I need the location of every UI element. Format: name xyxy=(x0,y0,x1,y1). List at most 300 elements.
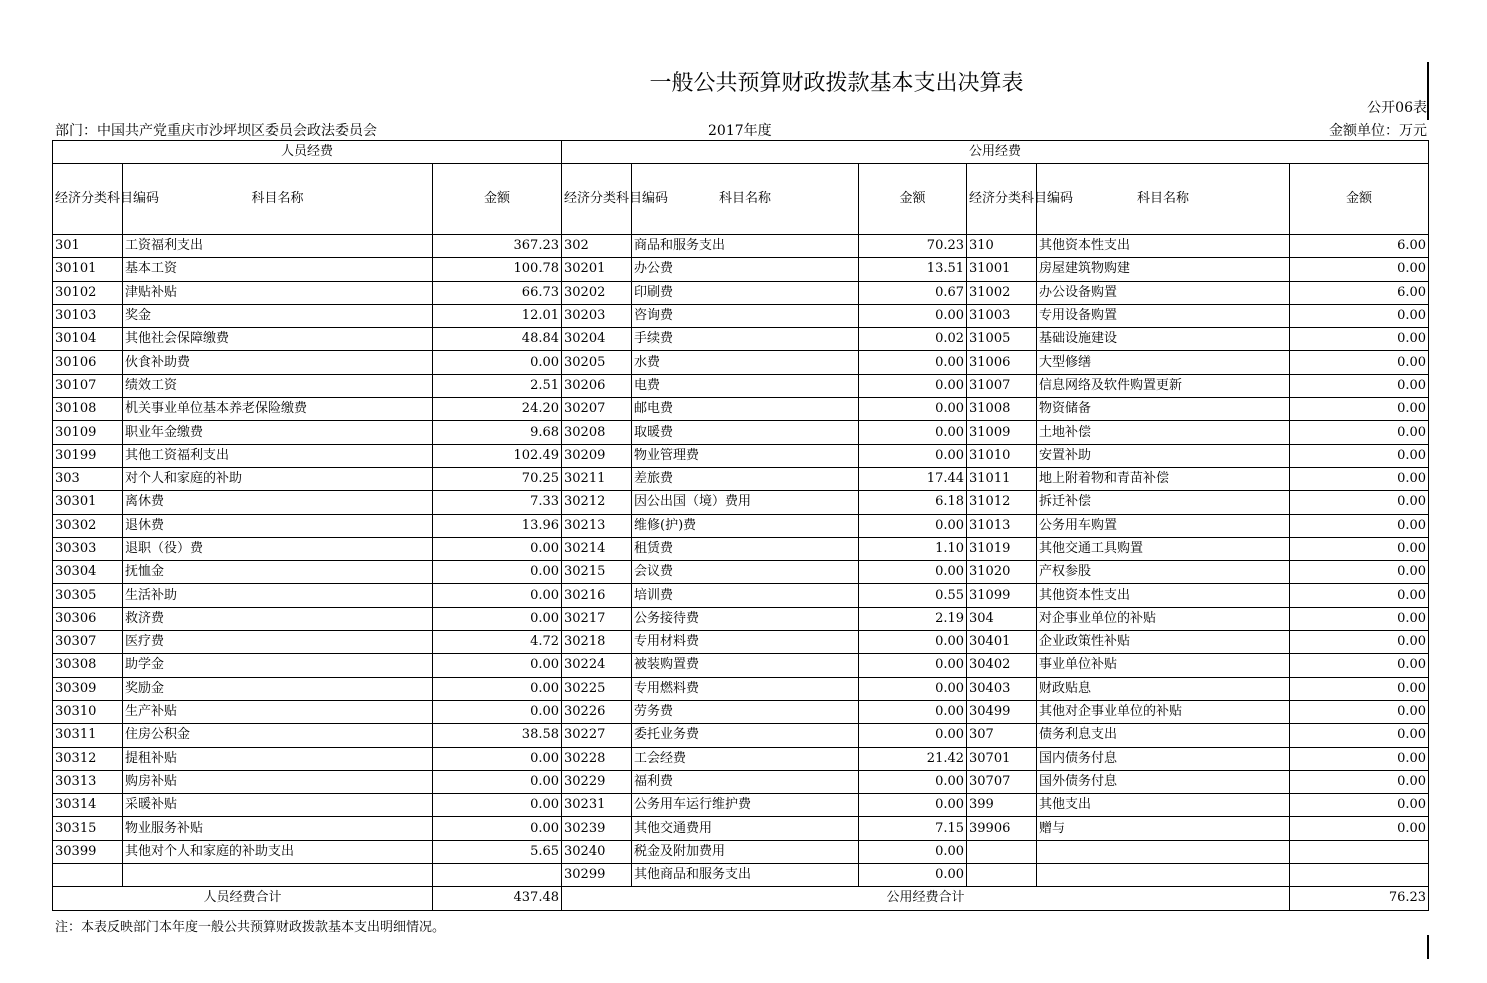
amount-cell: 0.67 xyxy=(859,281,967,304)
code-cell: 310 xyxy=(967,235,1037,258)
code-cell: 30306 xyxy=(53,607,123,630)
amount-cell: 0.00 xyxy=(1290,631,1429,654)
name-cell: 其他支出 xyxy=(1037,794,1290,817)
code-cell: 30228 xyxy=(562,747,632,770)
amount-cell: 0.00 xyxy=(433,351,562,374)
code-cell: 30107 xyxy=(53,374,123,397)
name-cell: 奖金 xyxy=(123,304,433,327)
amount-cell: 70.25 xyxy=(433,467,562,490)
name-cell xyxy=(123,864,433,887)
name-cell: 大型修缮 xyxy=(1037,351,1290,374)
name-cell: 其他社会保障缴费 xyxy=(123,328,433,351)
amount-cell: 6.00 xyxy=(1290,281,1429,304)
code-cell: 30399 xyxy=(53,840,123,863)
code-cell: 30227 xyxy=(562,724,632,747)
name-cell: 办公设备购置 xyxy=(1037,281,1290,304)
code-cell: 30403 xyxy=(967,677,1037,700)
name-cell: 退休费 xyxy=(123,514,433,537)
code-cell: 30215 xyxy=(562,561,632,584)
amount-cell: 0.00 xyxy=(433,677,562,700)
amount-cell: 102.49 xyxy=(433,444,562,467)
name-cell: 职业年金缴费 xyxy=(123,421,433,444)
header-code: 经济分类科目编码 xyxy=(53,164,123,235)
amount-cell: 21.42 xyxy=(859,747,967,770)
name-cell: 奖励金 xyxy=(123,677,433,700)
name-cell: 租赁费 xyxy=(632,537,859,560)
code-cell xyxy=(967,840,1037,863)
amount-cell: 6.18 xyxy=(859,491,967,514)
amount-cell: 17.44 xyxy=(859,467,967,490)
name-cell: 专用设备购置 xyxy=(1037,304,1290,327)
amount-cell: 0.00 xyxy=(433,584,562,607)
amount-cell: 4.72 xyxy=(433,631,562,654)
amount-cell: 0.00 xyxy=(1290,724,1429,747)
table-row xyxy=(53,328,1429,351)
code-cell: 31007 xyxy=(967,374,1037,397)
name-cell: 信息网络及软件购置更新 xyxy=(1037,374,1290,397)
name-cell: 物业管理费 xyxy=(632,444,859,467)
group-header-row xyxy=(53,141,1429,164)
table-row xyxy=(53,840,1429,863)
code-cell: 31099 xyxy=(967,584,1037,607)
code-cell: 31008 xyxy=(967,398,1037,421)
code-cell: 30218 xyxy=(562,631,632,654)
table-row xyxy=(53,398,1429,421)
code-cell: 303 xyxy=(53,467,123,490)
code-cell: 30231 xyxy=(562,794,632,817)
amount-cell: 66.73 xyxy=(433,281,562,304)
amount-cell: 0.00 xyxy=(1290,770,1429,793)
code-cell: 30205 xyxy=(562,351,632,374)
name-cell: 电费 xyxy=(632,374,859,397)
table-row xyxy=(53,467,1429,490)
code-cell: 31010 xyxy=(967,444,1037,467)
name-cell: 房屋建筑物购建 xyxy=(1037,258,1290,281)
name-cell: 购房补贴 xyxy=(123,770,433,793)
amount-cell xyxy=(1290,864,1429,887)
code-cell: 30104 xyxy=(53,328,123,351)
amount-cell: 0.00 xyxy=(1290,607,1429,630)
amount-cell: 0.00 xyxy=(1290,537,1429,560)
table-row xyxy=(53,561,1429,584)
name-cell: 其他交通工具购置 xyxy=(1037,537,1290,560)
code-cell: 31009 xyxy=(967,421,1037,444)
code-cell: 31020 xyxy=(967,561,1037,584)
name-cell: 拆迁补偿 xyxy=(1037,491,1290,514)
code-cell: 30302 xyxy=(53,514,123,537)
amount-cell: 0.00 xyxy=(859,654,967,677)
name-cell: 公务用车运行维护费 xyxy=(632,794,859,817)
amount-cell: 0.00 xyxy=(1290,700,1429,723)
code-cell: 30310 xyxy=(53,700,123,723)
code-cell: 30201 xyxy=(562,258,632,281)
amount-cell: 7.15 xyxy=(859,817,967,840)
amount-cell: 0.00 xyxy=(1290,654,1429,677)
code-cell: 31019 xyxy=(967,537,1037,560)
column-header-row xyxy=(53,164,1429,235)
code-cell: 31005 xyxy=(967,328,1037,351)
amount-cell: 0.00 xyxy=(859,794,967,817)
amount-cell: 7.33 xyxy=(433,491,562,514)
name-cell: 伙食补助费 xyxy=(123,351,433,374)
name-cell: 会议费 xyxy=(632,561,859,584)
code-cell: 30707 xyxy=(967,770,1037,793)
personnel-total-label: 人员经费合计 xyxy=(53,887,433,910)
page-title: 一般公共预算财政拨款基本支出决算表 xyxy=(649,71,1024,96)
code-cell: 30307 xyxy=(53,631,123,654)
amount-cell: 0.00 xyxy=(1290,374,1429,397)
code-cell: 30303 xyxy=(53,537,123,560)
name-cell: 邮电费 xyxy=(632,398,859,421)
code-cell: 30199 xyxy=(53,444,123,467)
amount-cell: 0.00 xyxy=(859,514,967,537)
code-cell: 30102 xyxy=(53,281,123,304)
name-cell: 办公费 xyxy=(632,258,859,281)
name-cell: 税金及附加费用 xyxy=(632,840,859,863)
amount-cell: 0.55 xyxy=(859,584,967,607)
code-cell: 31003 xyxy=(967,304,1037,327)
form-number: 公开06表 xyxy=(1367,100,1427,116)
amount-cell: 0.00 xyxy=(433,561,562,584)
name-cell: 住房公积金 xyxy=(123,724,433,747)
amount-cell: 0.00 xyxy=(859,864,967,887)
group-public: 公用经费 xyxy=(562,141,1429,164)
name-cell: 对企事业单位的补贴 xyxy=(1037,607,1290,630)
code-cell: 30217 xyxy=(562,607,632,630)
code-cell: 30207 xyxy=(562,398,632,421)
name-cell: 因公出国（境）费用 xyxy=(632,491,859,514)
code-cell: 30202 xyxy=(562,281,632,304)
name-cell: 物资储备 xyxy=(1037,398,1290,421)
amount-cell: 5.65 xyxy=(433,840,562,863)
table-row xyxy=(53,724,1429,747)
code-cell: 30101 xyxy=(53,258,123,281)
table-row xyxy=(53,304,1429,327)
amount-cell: 0.00 xyxy=(859,374,967,397)
name-cell: 基础设施建设 xyxy=(1037,328,1290,351)
public-total-value: 76.23 xyxy=(1290,887,1429,910)
amount-cell: 0.00 xyxy=(859,444,967,467)
name-cell: 其他工资福利支出 xyxy=(123,444,433,467)
edge-bar-top xyxy=(1427,62,1429,120)
code-cell: 39906 xyxy=(967,817,1037,840)
amount-cell: 0.00 xyxy=(433,770,562,793)
code-cell: 30216 xyxy=(562,584,632,607)
amount-cell: 0.00 xyxy=(433,700,562,723)
amount-cell: 2.19 xyxy=(859,607,967,630)
name-cell: 劳务费 xyxy=(632,700,859,723)
amount-cell: 0.00 xyxy=(859,840,967,863)
amount-cell: 0.00 xyxy=(859,770,967,793)
header-name: 科目名称 xyxy=(1037,164,1290,235)
code-cell: 302 xyxy=(562,235,632,258)
code-cell xyxy=(967,864,1037,887)
amount-cell: 24.20 xyxy=(433,398,562,421)
code-cell: 301 xyxy=(53,235,123,258)
amount-cell: 0.00 xyxy=(859,351,967,374)
table-row xyxy=(53,421,1429,444)
totals-row xyxy=(53,887,1429,910)
name-cell: 专用材料费 xyxy=(632,631,859,654)
header-amount: 金额 xyxy=(859,164,967,235)
amount-cell: 0.02 xyxy=(859,328,967,351)
group-personnel: 人员经费 xyxy=(53,141,562,164)
amount-cell: 0.00 xyxy=(433,794,562,817)
name-cell: 水费 xyxy=(632,351,859,374)
code-cell: 30214 xyxy=(562,537,632,560)
table-row xyxy=(53,444,1429,467)
amount-cell: 0.00 xyxy=(1290,514,1429,537)
table-row xyxy=(53,794,1429,817)
amount-cell: 70.23 xyxy=(859,235,967,258)
amount-cell: 48.84 xyxy=(433,328,562,351)
code-cell: 30204 xyxy=(562,328,632,351)
header-code: 经济分类科目编码 xyxy=(967,164,1037,235)
code-cell: 30313 xyxy=(53,770,123,793)
name-cell: 委托业务费 xyxy=(632,724,859,747)
amount-cell: 2.51 xyxy=(433,374,562,397)
code-cell: 30309 xyxy=(53,677,123,700)
code-cell xyxy=(53,864,123,887)
unit-label: 金额单位：万元 xyxy=(1329,123,1427,139)
name-cell: 国外债务付息 xyxy=(1037,770,1290,793)
table-row xyxy=(53,235,1429,258)
name-cell: 生产补贴 xyxy=(123,700,433,723)
name-cell: 助学金 xyxy=(123,654,433,677)
amount-cell: 13.51 xyxy=(859,258,967,281)
amount-cell: 0.00 xyxy=(1290,817,1429,840)
header-amount: 金额 xyxy=(1290,164,1429,235)
amount-cell xyxy=(433,864,562,887)
name-cell: 商品和服务支出 xyxy=(632,235,859,258)
table-row xyxy=(53,700,1429,723)
name-cell: 债务利息支出 xyxy=(1037,724,1290,747)
name-cell: 机关事业单位基本养老保险缴费 xyxy=(123,398,433,421)
department-label: 部门：中国共产党重庆市沙坪坝区委员会政法委员会 xyxy=(55,123,377,139)
name-cell: 专用燃料费 xyxy=(632,677,859,700)
name-cell: 物业服务补贴 xyxy=(123,817,433,840)
name-cell: 企业政策性补贴 xyxy=(1037,631,1290,654)
amount-cell: 0.00 xyxy=(1290,304,1429,327)
public-total-label: 公用经费合计 xyxy=(562,887,1290,910)
name-cell: 其他交通费用 xyxy=(632,817,859,840)
name-cell: 咨询费 xyxy=(632,304,859,327)
code-cell: 30312 xyxy=(53,747,123,770)
name-cell: 取暖费 xyxy=(632,421,859,444)
code-cell: 30701 xyxy=(967,747,1037,770)
name-cell: 其他资本性支出 xyxy=(1037,235,1290,258)
code-cell: 399 xyxy=(967,794,1037,817)
code-cell: 31013 xyxy=(967,514,1037,537)
code-cell: 30203 xyxy=(562,304,632,327)
amount-cell: 367.23 xyxy=(433,235,562,258)
code-cell: 30239 xyxy=(562,817,632,840)
code-cell: 304 xyxy=(967,607,1037,630)
code-cell: 31012 xyxy=(967,491,1037,514)
name-cell: 离休费 xyxy=(123,491,433,514)
code-cell: 30225 xyxy=(562,677,632,700)
code-cell: 30211 xyxy=(562,467,632,490)
name-cell: 产权参股 xyxy=(1037,561,1290,584)
name-cell: 其他对企事业单位的补贴 xyxy=(1037,700,1290,723)
amount-cell: 0.00 xyxy=(1290,398,1429,421)
header-name: 科目名称 xyxy=(123,164,433,235)
name-cell: 其他商品和服务支出 xyxy=(632,864,859,887)
name-cell: 国内债务付息 xyxy=(1037,747,1290,770)
amount-cell: 0.00 xyxy=(433,607,562,630)
code-cell: 307 xyxy=(967,724,1037,747)
table-row xyxy=(53,654,1429,677)
code-cell: 30206 xyxy=(562,374,632,397)
amount-cell: 0.00 xyxy=(1290,491,1429,514)
personnel-total-value: 437.48 xyxy=(433,887,562,910)
table-row xyxy=(53,491,1429,514)
name-cell xyxy=(1037,840,1290,863)
amount-cell: 0.00 xyxy=(433,654,562,677)
name-cell: 安置补助 xyxy=(1037,444,1290,467)
name-cell: 采暖补贴 xyxy=(123,794,433,817)
code-cell: 30226 xyxy=(562,700,632,723)
code-cell: 30304 xyxy=(53,561,123,584)
amount-cell: 0.00 xyxy=(1290,444,1429,467)
table-row xyxy=(53,281,1429,304)
name-cell: 差旅费 xyxy=(632,467,859,490)
code-cell: 30301 xyxy=(53,491,123,514)
code-cell: 30499 xyxy=(967,700,1037,723)
amount-cell: 9.68 xyxy=(433,421,562,444)
amount-cell: 0.00 xyxy=(1290,747,1429,770)
footnote: 注：本表反映部门本年度一般公共预算财政拨款基本支出明细情况。 xyxy=(55,920,446,935)
table-row xyxy=(53,770,1429,793)
name-cell: 救济费 xyxy=(123,607,433,630)
code-cell: 30229 xyxy=(562,770,632,793)
name-cell: 被装购置费 xyxy=(632,654,859,677)
code-cell: 30305 xyxy=(53,584,123,607)
amount-cell: 0.00 xyxy=(859,561,967,584)
code-cell: 30224 xyxy=(562,654,632,677)
code-cell: 30109 xyxy=(53,421,123,444)
amount-cell: 0.00 xyxy=(1290,467,1429,490)
name-cell: 事业单位补贴 xyxy=(1037,654,1290,677)
code-cell: 30106 xyxy=(53,351,123,374)
amount-cell: 0.00 xyxy=(1290,561,1429,584)
amount-cell: 0.00 xyxy=(1290,794,1429,817)
name-cell: 绩效工资 xyxy=(123,374,433,397)
code-cell: 30213 xyxy=(562,514,632,537)
name-cell: 财政贴息 xyxy=(1037,677,1290,700)
amount-cell: 0.00 xyxy=(859,631,967,654)
code-cell: 30103 xyxy=(53,304,123,327)
code-cell: 30315 xyxy=(53,817,123,840)
table-row xyxy=(53,607,1429,630)
name-cell: 对个人和家庭的补助 xyxy=(123,467,433,490)
name-cell: 抚恤金 xyxy=(123,561,433,584)
code-cell: 30308 xyxy=(53,654,123,677)
amount-cell: 0.00 xyxy=(859,724,967,747)
name-cell: 赠与 xyxy=(1037,817,1290,840)
amount-cell: 0.00 xyxy=(1290,351,1429,374)
code-cell: 31011 xyxy=(967,467,1037,490)
code-cell: 31001 xyxy=(967,258,1037,281)
code-cell: 30401 xyxy=(967,631,1037,654)
name-cell: 基本工资 xyxy=(123,258,433,281)
table-row xyxy=(53,864,1429,887)
code-cell: 31002 xyxy=(967,281,1037,304)
table-row xyxy=(53,537,1429,560)
code-cell: 30314 xyxy=(53,794,123,817)
table-row xyxy=(53,817,1429,840)
table-row xyxy=(53,584,1429,607)
expenditure-table xyxy=(52,140,1429,911)
name-cell: 其他资本性支出 xyxy=(1037,584,1290,607)
table-row xyxy=(53,631,1429,654)
header-amount: 金额 xyxy=(433,164,562,235)
amount-cell: 38.58 xyxy=(433,724,562,747)
name-cell: 工资福利支出 xyxy=(123,235,433,258)
name-cell xyxy=(1037,864,1290,887)
name-cell: 土地补偿 xyxy=(1037,421,1290,444)
header-name: 科目名称 xyxy=(632,164,859,235)
name-cell: 公务接待费 xyxy=(632,607,859,630)
amount-cell: 0.00 xyxy=(859,421,967,444)
name-cell: 福利费 xyxy=(632,770,859,793)
name-cell: 维修(护)费 xyxy=(632,514,859,537)
code-cell: 30108 xyxy=(53,398,123,421)
name-cell: 地上附着物和青苗补偿 xyxy=(1037,467,1290,490)
table-row xyxy=(53,514,1429,537)
amount-cell: 12.01 xyxy=(433,304,562,327)
amount-cell: 0.00 xyxy=(433,537,562,560)
name-cell: 提租补贴 xyxy=(123,747,433,770)
table-row xyxy=(53,351,1429,374)
amount-cell: 6.00 xyxy=(1290,235,1429,258)
code-cell: 30402 xyxy=(967,654,1037,677)
amount-cell: 0.00 xyxy=(1290,421,1429,444)
amount-cell: 13.96 xyxy=(433,514,562,537)
amount-cell: 0.00 xyxy=(859,304,967,327)
name-cell: 医疗费 xyxy=(123,631,433,654)
name-cell: 印刷费 xyxy=(632,281,859,304)
name-cell: 公务用车购置 xyxy=(1037,514,1290,537)
code-cell: 30208 xyxy=(562,421,632,444)
name-cell: 津贴补贴 xyxy=(123,281,433,304)
code-cell: 30299 xyxy=(562,864,632,887)
name-cell: 工会经费 xyxy=(632,747,859,770)
code-cell: 30209 xyxy=(562,444,632,467)
amount-cell: 0.00 xyxy=(1290,258,1429,281)
amount-cell xyxy=(1290,840,1429,863)
table-row xyxy=(53,258,1429,281)
edge-bar-bottom xyxy=(1427,935,1429,959)
name-cell: 培训费 xyxy=(632,584,859,607)
amount-cell: 0.00 xyxy=(433,817,562,840)
amount-cell: 0.00 xyxy=(1290,584,1429,607)
code-cell: 30311 xyxy=(53,724,123,747)
header-code: 经济分类科目编码 xyxy=(562,164,632,235)
amount-cell: 100.78 xyxy=(433,258,562,281)
table-row xyxy=(53,677,1429,700)
amount-cell: 0.00 xyxy=(1290,328,1429,351)
code-cell: 30212 xyxy=(562,491,632,514)
amount-cell: 0.00 xyxy=(433,747,562,770)
amount-cell: 0.00 xyxy=(1290,677,1429,700)
name-cell: 退职（役）费 xyxy=(123,537,433,560)
code-cell: 30240 xyxy=(562,840,632,863)
code-cell: 31006 xyxy=(967,351,1037,374)
year-label: 2017年度 xyxy=(708,123,772,139)
table-row xyxy=(53,747,1429,770)
amount-cell: 0.00 xyxy=(859,677,967,700)
